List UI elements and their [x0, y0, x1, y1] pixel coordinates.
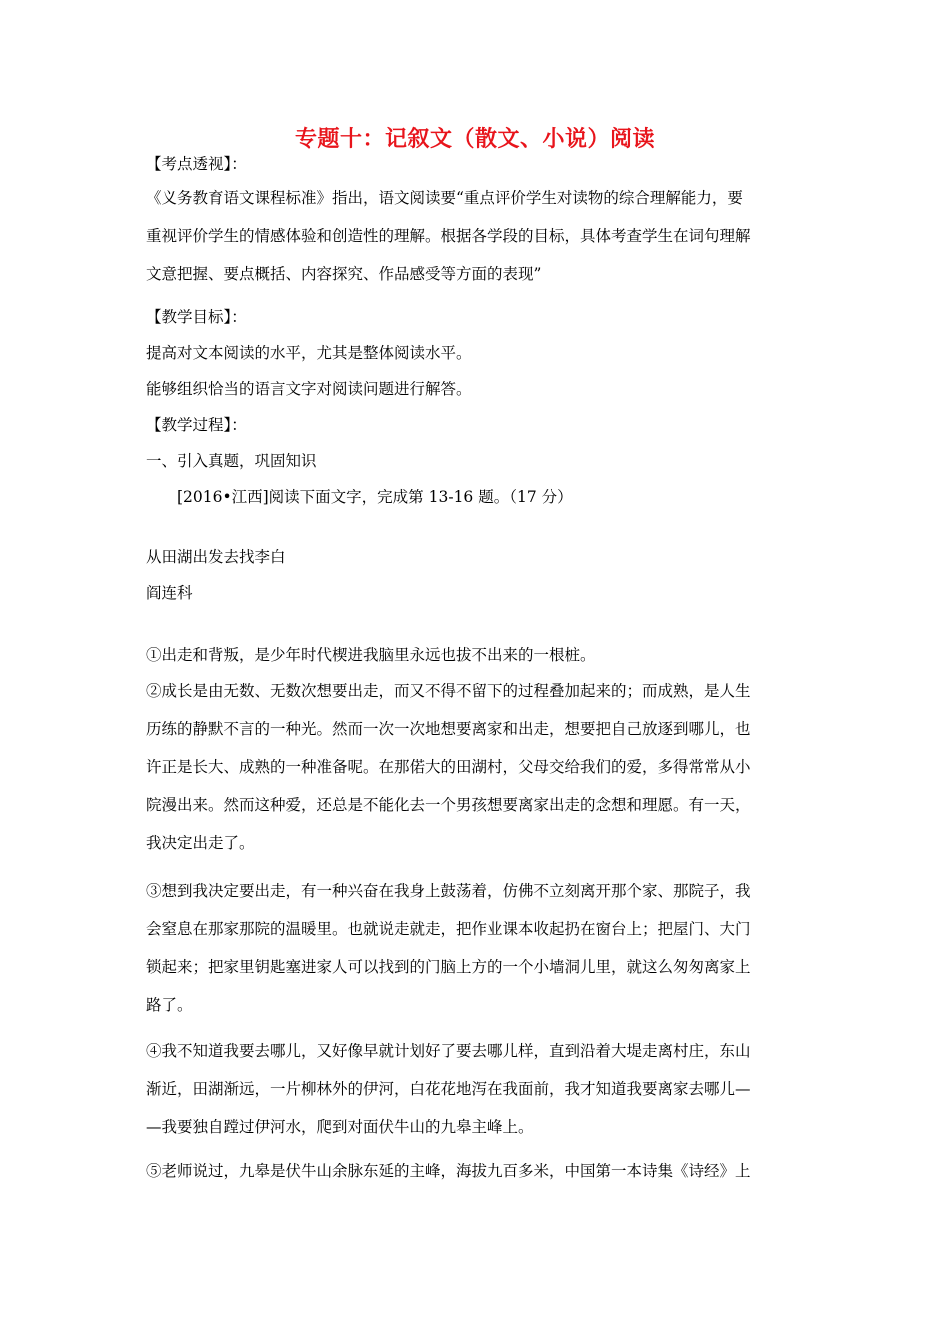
text-line: 重视评价学生的情感体验和创造性的理解。根据各学段的目标，具体考查学生在词句理解 [146, 227, 751, 245]
text-line: 院漫出来。然而这种爱，还总是不能化去一个男孩想要离家出走的念想和理愿。有一天， [146, 796, 751, 814]
paragraph-5: ⑤老师说过，九皋是伏牛山余脉东延的主峰，海拔九百多米，中国第一本诗集《诗经》上 [146, 1162, 751, 1180]
document-title: 专题十：记叙文（散文、小说）阅读 [294, 127, 655, 152]
text-line: ②成长是由无数、无数次想要出走，而又不得不留下的过程叠加起来的；而成熟，是人生 [146, 682, 751, 700]
mubiao-line: 能够组织恰当的语言文字对阅读问题进行解答。 [146, 380, 472, 398]
text-line: 《义务教育语文课程标准》指出，语文阅读要“重点评价学生对读物的综合理解能力，要 [146, 189, 743, 207]
exam-source: [2016•江西]阅读下面文字，完成第 13-16 题。（17 分） [177, 488, 573, 506]
article-author: 阎连科 [146, 584, 193, 602]
paragraph-1: ①出走和背叛，是少年时代楔进我脑里永远也拔不出来的一根桩。 [146, 646, 596, 664]
mubiao-line: 提高对文本阅读的水平，尤其是整体阅读水平。 [146, 344, 472, 362]
text-line: ④我不知道我要去哪儿，又好像早就计划好了要去哪儿样，直到沿着大堤走离村庄，东山 [146, 1042, 751, 1060]
section-heading-kaodian: 【考点透视】： [146, 155, 247, 173]
kaodian-text [146, 188, 808, 302]
text-line: 许正是长大、成熟的一种准备呢。在那偌大的田湖村，父母交给我们的爱，多得常常从小 [146, 758, 751, 776]
step-heading: 一、引入真题，巩固知识 [146, 452, 317, 470]
section-heading-guocheng: 【教学过程】： [146, 416, 247, 434]
text-line: 历练的静默不言的一种光。然而一次一次地想要离家和出走，想要把自己放逐到哪儿，也 [146, 720, 751, 738]
paragraph-2 [146, 681, 808, 871]
text-line: —我要独自蹚过伊河水，爬到对面伏牛山的九皋主峰上。 [146, 1118, 534, 1136]
text-line: 锁起来；把家里钥匙塞进家人可以找到的门脑上方的一个小墙洞儿里，就这么匆匆离家上 [146, 958, 751, 976]
paragraph-4 [146, 1041, 808, 1155]
text-line: 渐近，田湖渐远，一片柳林外的伊河，白花花地泻在我面前，我才知道我要离家去哪儿— [146, 1080, 751, 1098]
article-title: 从田湖出发去找李白 [146, 548, 286, 566]
text-line: 我决定出走了。 [146, 834, 255, 852]
paragraph-3 [146, 881, 808, 1033]
text-line: 文意把握、要点概括、内容探究、作品感受等方面的表现” [146, 265, 542, 283]
section-heading-mubiao: 【教学目标】： [146, 308, 247, 326]
text-line: 路了。 [146, 996, 193, 1014]
text-line: 会窒息在那家那院的温暖里。也就说走就走，把作业课本收起扔在窗台上；把屋门、大门 [146, 920, 751, 938]
text-line: ③想到我决定要出走，有一种兴奋在我身上鼓荡着，仿佛不立刻离开那个家、那院子，我 [146, 882, 751, 900]
